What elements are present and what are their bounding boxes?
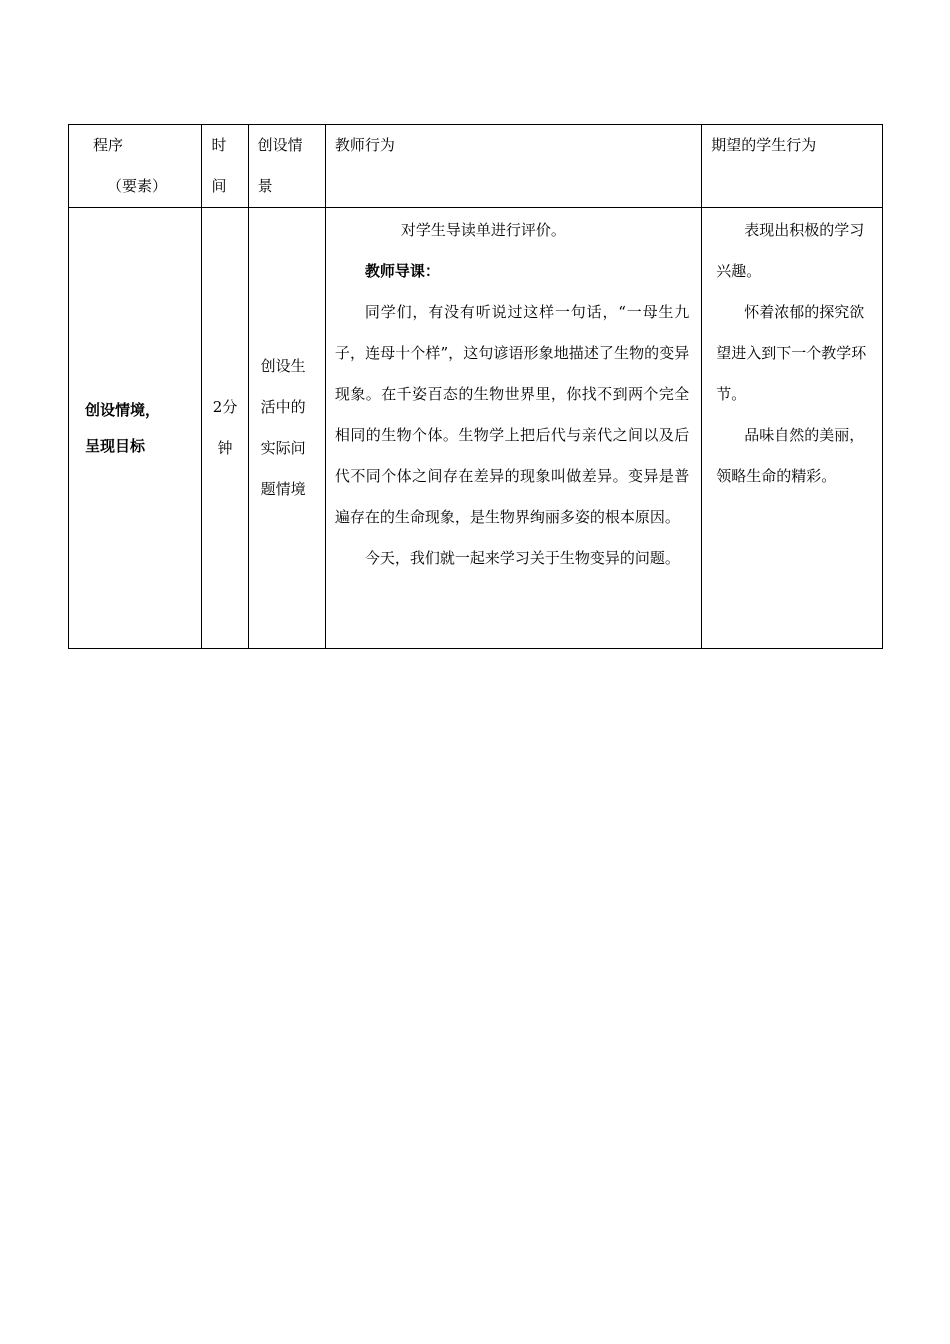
lesson-plan-table	[68, 124, 883, 649]
teacher-paragraph-2: 同学们，有没有听说过这样一句话，“一母生九子，连母十个样”，这句谚语形象地描述了生物的变异现象。在千姿百态的生物世界里，你找不到两个完全相同的生物个体。生物学上把后代与亲代之间以及后代不同个体之间存在差异的现象叫做差异。变异是普遍存在的生命现象，是生物界绚丽多姿的根本原因。	[334, 303, 690, 526]
header-procedure-label: 程序	[93, 136, 124, 154]
teacher-paragraph-1: 对学生导读单进行评价。	[400, 221, 566, 239]
time-line2: 钟	[217, 439, 233, 457]
teacher-lead: 教师导课：	[364, 262, 440, 280]
time-line1: 2分	[212, 398, 238, 416]
header-procedure	[69, 125, 202, 208]
student-paragraph-1: 表现出积极的学习兴趣。	[716, 221, 865, 280]
header-row	[69, 125, 883, 208]
header-procedure-sub: （要素）	[107, 177, 168, 195]
header-situation	[248, 125, 325, 208]
header-time-line2: 间	[211, 177, 227, 195]
cell-student	[702, 208, 883, 649]
student-paragraph-3: 品味自然的美丽，领略生命的精彩。	[716, 426, 865, 485]
cell-situation: 创设生活中的实际问题情境	[248, 208, 325, 649]
procedure-line2: 呈现目标	[85, 437, 146, 455]
cell-time	[202, 208, 248, 649]
header-time-line1: 时	[211, 136, 227, 154]
student-paragraph-2: 怀着浓郁的探究欲望进入到下一个教学环节。	[716, 303, 867, 403]
header-teacher: 教师行为	[325, 125, 701, 208]
header-situation-line2: 景	[257, 177, 273, 195]
header-time	[202, 125, 248, 208]
header-student: 期望的学生行为	[702, 125, 883, 208]
table-row	[69, 208, 883, 649]
header-situation-line1: 创设情	[257, 136, 303, 154]
cell-procedure	[69, 208, 202, 649]
teacher-paragraph-3: 今天，我们就一起来学习关于生物变异的问题。	[364, 549, 680, 567]
procedure-line1: 创设情境，	[85, 401, 161, 419]
cell-teacher	[325, 208, 701, 649]
